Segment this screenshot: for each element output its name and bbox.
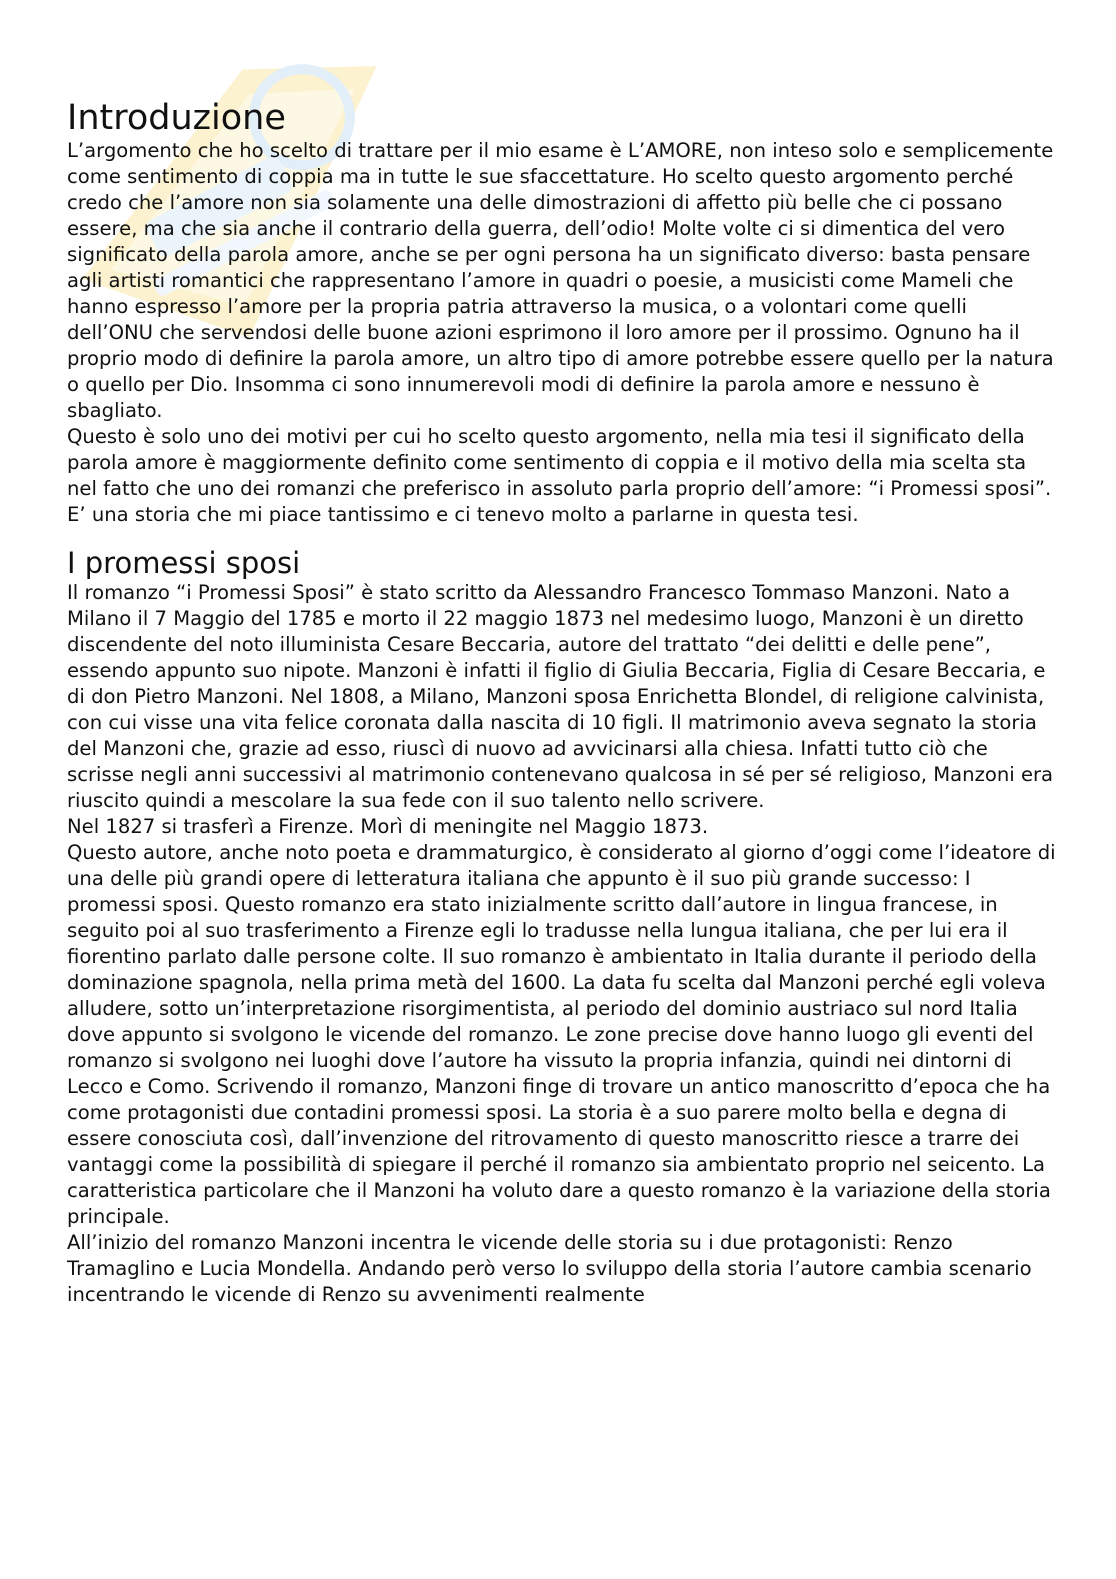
paragraph: L’argomento che ho scelto di trattare per il mio esame è L’AMORE, non inteso solo e semplicemente come sentimento di coppia ma in tutte le sue sfaccettature. Ho scelto questo argomento perché credo che l’amore non sia solamente una delle dimostrazioni di affetto più belle che ci possano essere, ma che sia anche il contrario della guerra, dell’odio! Molte volte ci si dimentica del vero significato della parola amore, anche se per ogni persona ha un significato diverso: basta pensare agli artisti romantici che rappresentano l’amore in quadri o poesie, a musicisti come Mameli che hanno espresso l’amore per la propria patria attraverso la musica, o a volontari come quelli dell’ONU che servendosi delle buone azioni esprimono il loro amore per il prossimo. Ognuno ha il proprio modo di definire la parola amore, un altro tipo di amore potrebbe essere quello per la natura o quello per Dio. Insomma ci sono innumerevoli modi di definire la parola amore e nessuno è sbagliato. [67, 139, 1054, 422]
section-introduzione [67, 98, 1057, 528]
paragraph: Il romanzo “i Promessi Sposi” è stato scritto da Alessandro Francesco Tommaso Manzoni. Nato a Milano il 7 Maggio del 1785 e morto il 22 maggio 1873 nel medesimo luogo, Manzoni è un diretto discendente del noto illuminista Cesare Beccaria, autore del trattato “dei delitti e delle pene”, essendo appunto suo nipote. Manzoni è infatti il figlio di Giulia Beccaria, Figlia di Cesare Beccaria, e di don Pietro Manzoni. Nel 1808, a Milano, Manzoni sposa Enrichetta Blondel, di religione calvinista, con cui visse una vita felice coronata dalla nascita di 10 figli. Il matrimonio aveva segnato la storia del Manzoni che, grazie ad esso, riuscì di nuovo ad avvicinarsi alla chiesa. Infatti tutto ciò che scrisse negli anni successivi al matrimonio contenevano qualcosa in sé per sé religioso, Manzoni era riuscito quindi a mescolare la sua fede con il suo talento nello scrivere. [67, 581, 1054, 812]
paragraph: Questo è solo uno dei motivi per cui ho scelto questo argomento, nella mia tesi il significato della parola amore è maggiormente definito come sentimento di coppia e il motivo della mia scelta sta nel fatto che uno dei romanzi che preferisco in assoluto parla proprio dell’amore: “i Promessi sposi”. E’ una storia che mi piace tantissimo e ci tenevo molto a parlarne in questa tesi. [67, 425, 1052, 526]
paragraph: Questo autore, anche noto poeta e drammaturgico, è considerato al giorno d’oggi come l’ideatore di una delle più grandi opere di letteratura italiana che appunto è il suo più grande successo: I promessi sposi. Questo romanzo era stato inizialmente scritto dall’autore in lingua francese, in seguito poi al suo trasferimento a Firenze egli lo tradusse nella lungua italiana, che per lui era il fiorentino parlato dalle persone colte. Il suo romanzo è ambientato in Italia durante il periodo della dominazione spagnola, nella prima metà del 1600. La data fu scelta dal Manzoni perché egli voleva alludere, sotto un’interpretazione risorgimentista, al periodo del dominio austriaco sul nord Italia dove appunto si svolgono le vicende del romanzo. Le zone precise dove hanno luogo gli eventi del romanzo si svolgono nei luoghi dove l’autore ha vissuto la propria infanzia, quindi nei dintorni di Lecco e Como. Scrivendo il romanzo, Manzoni finge di trovare un antico manoscritto d’epoca che ha come protagonisti due contadini promessi sposi. La storia è a suo parere molto bella e degna di essere conosciuta così, dall’invenzione del ritrovamento di questo manoscritto riesce a trarre dei vantaggi come la possibilità di spiegare il perché il romanzo sia ambientato proprio nel seicento. La caratteristica particolare che il Manzoni ha voluto dare a questo romanzo è la variazione della storia principale. [67, 841, 1056, 1228]
section-heading: I promessi sposi [67, 546, 301, 580]
paragraph: Nel 1827 si trasferì a Firenze. Morì di meningite nel Maggio 1873. [67, 815, 709, 838]
paragraph: All’inizio del romanzo Manzoni incentra le vicende delle storia su i due protagonisti: Renzo Tramaglino e Lucia Mondella. Andando però verso lo sviluppo della storia l’autore cambia scenario incentrando le vicende di Renzo su avvenimenti realmente [67, 1231, 1032, 1306]
section-heading: Introduzione [67, 98, 286, 138]
section-promessi-sposi [67, 546, 1057, 1308]
document-page [67, 98, 1057, 1308]
